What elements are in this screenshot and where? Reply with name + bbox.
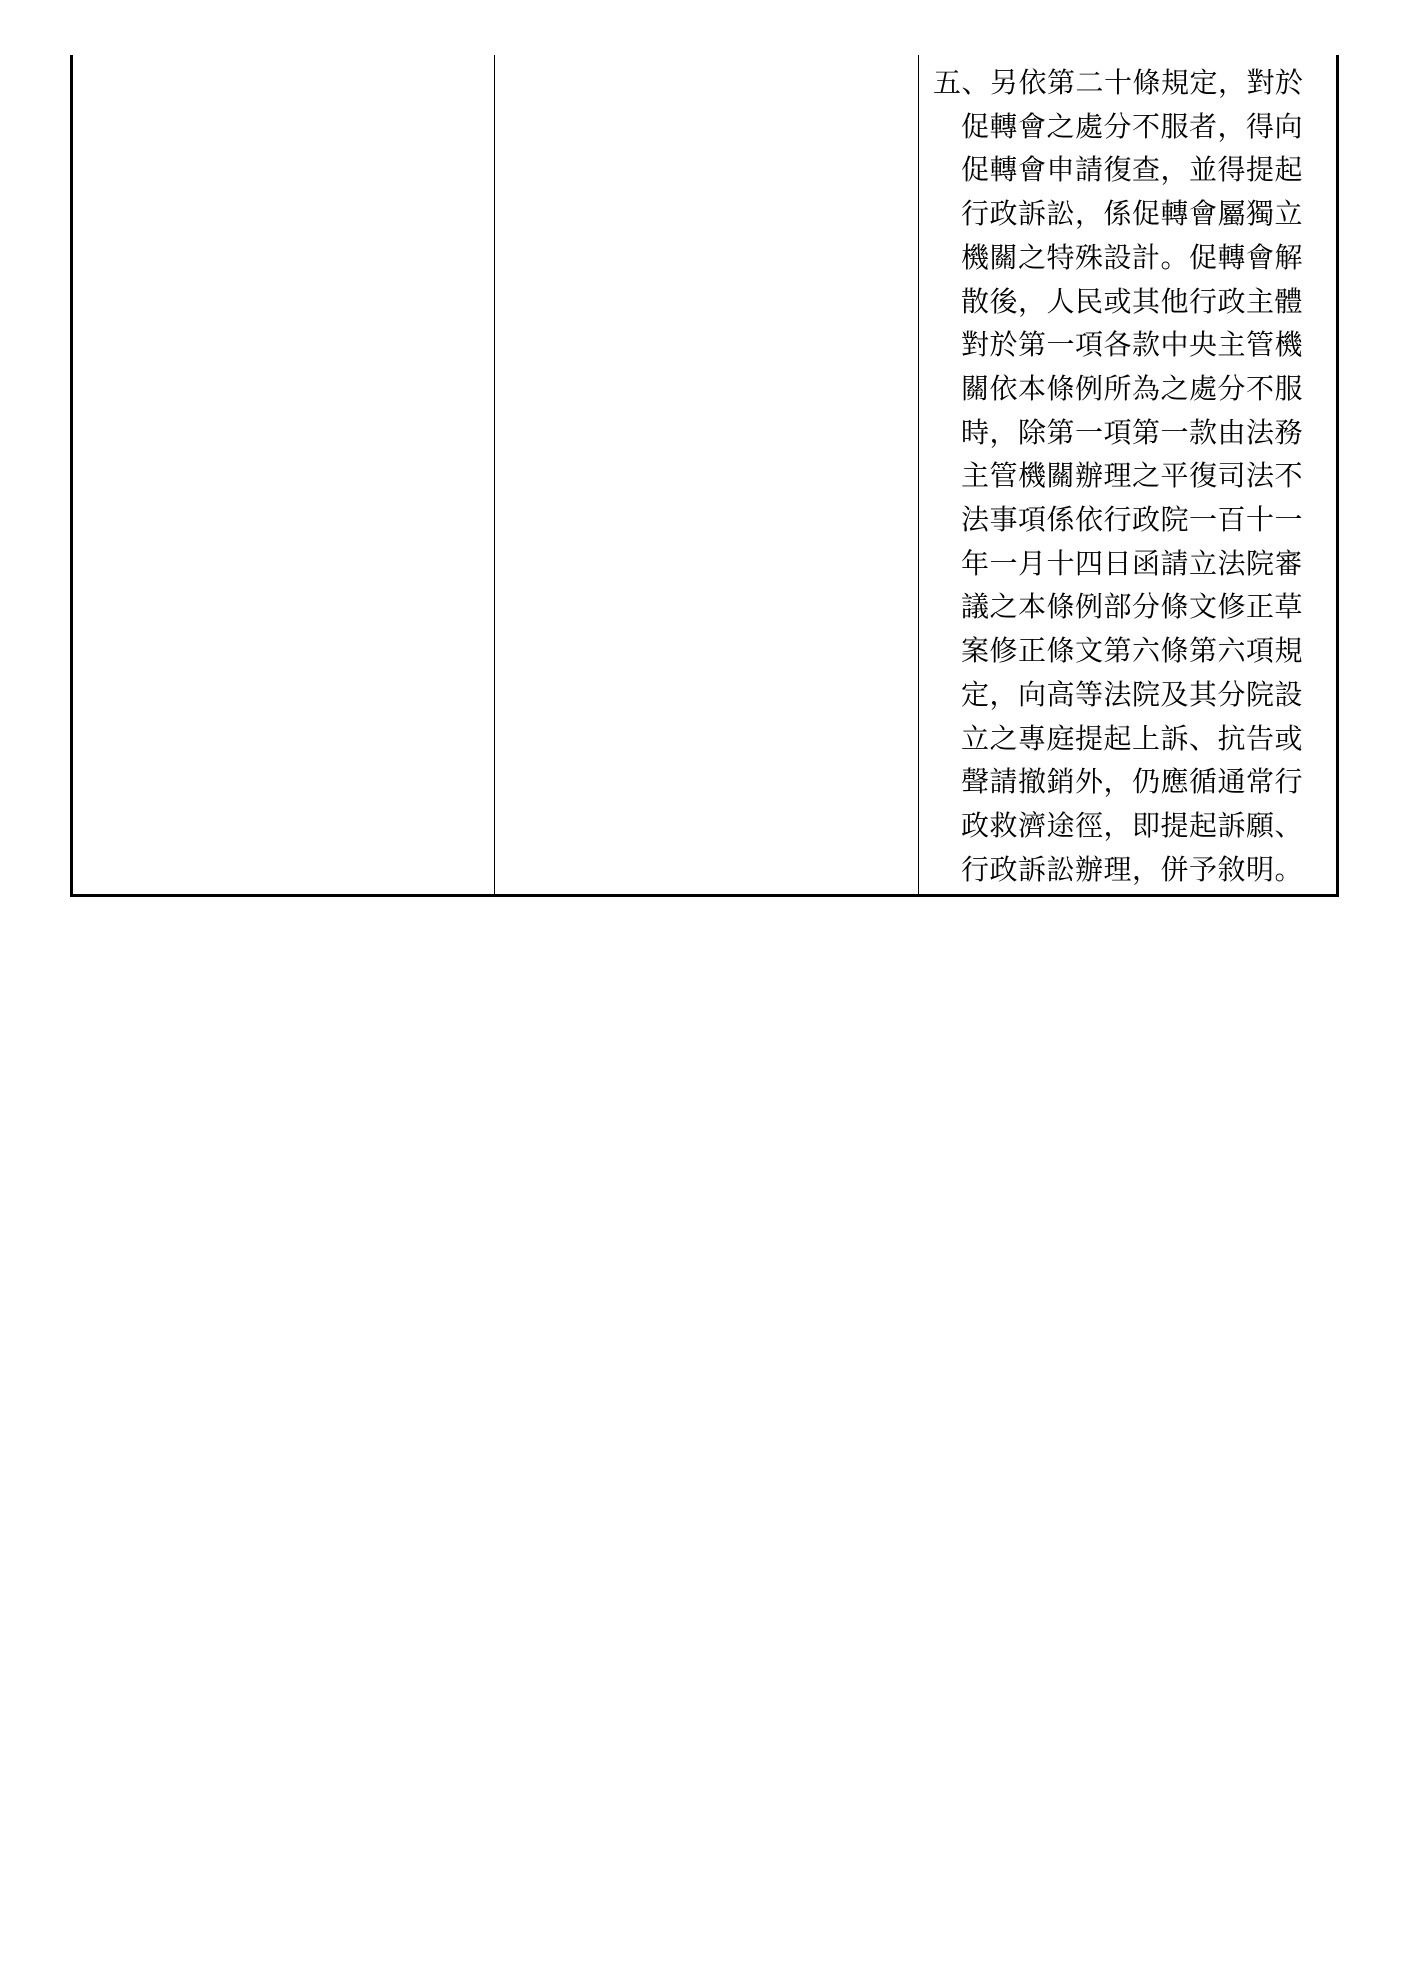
note-line: 立之專庭提起上訴、抗告或 bbox=[961, 721, 1304, 755]
note-line bbox=[933, 61, 1320, 105]
note-line: 年一月十四日函請立法院審 bbox=[961, 546, 1304, 580]
note-line: 案修正條文第六條第六項規 bbox=[961, 634, 1304, 668]
explanation-note bbox=[933, 61, 1320, 891]
document-table bbox=[70, 55, 1339, 897]
note-line: 時，除第一項第一款由法務 bbox=[961, 415, 1304, 449]
note-line: 法事項係依行政院一百十一 bbox=[961, 503, 1304, 537]
note-line: 散後，人民或其他行政主體 bbox=[961, 284, 1304, 318]
table-column-middle bbox=[495, 55, 919, 894]
note-line: 機關之特殊設計。促轉會解 bbox=[961, 240, 1304, 274]
note-line: 關依本條例所為之處分不服 bbox=[961, 371, 1304, 405]
table-column-explanation bbox=[919, 55, 1336, 894]
note-line: 政救濟途徑，即提起訴願、 bbox=[961, 808, 1304, 842]
note-line: 主管機關辦理之平復司法不 bbox=[961, 459, 1304, 493]
note-line: 對於第一項各款中央主管機 bbox=[961, 328, 1304, 362]
note-line: 促轉會之處分不服者，得向 bbox=[961, 109, 1304, 143]
note-line: 促轉會申請復查，並得提起 bbox=[961, 153, 1304, 187]
item-marker: 五、 bbox=[933, 66, 991, 99]
note-line: 議之本條例部分條文修正草 bbox=[961, 590, 1304, 624]
note-text: 另依第二十條規定，對於 bbox=[990, 66, 1304, 99]
note-line: 聲請撤銷外，仍應循通常行 bbox=[961, 765, 1304, 799]
note-line: 定，向高等法院及其分院設 bbox=[961, 677, 1304, 711]
table-column-left bbox=[73, 55, 495, 894]
note-line: 行政訴訟辦理，併予敘明。 bbox=[961, 852, 1304, 886]
note-line: 行政訴訟，係促轉會屬獨立 bbox=[961, 197, 1304, 231]
